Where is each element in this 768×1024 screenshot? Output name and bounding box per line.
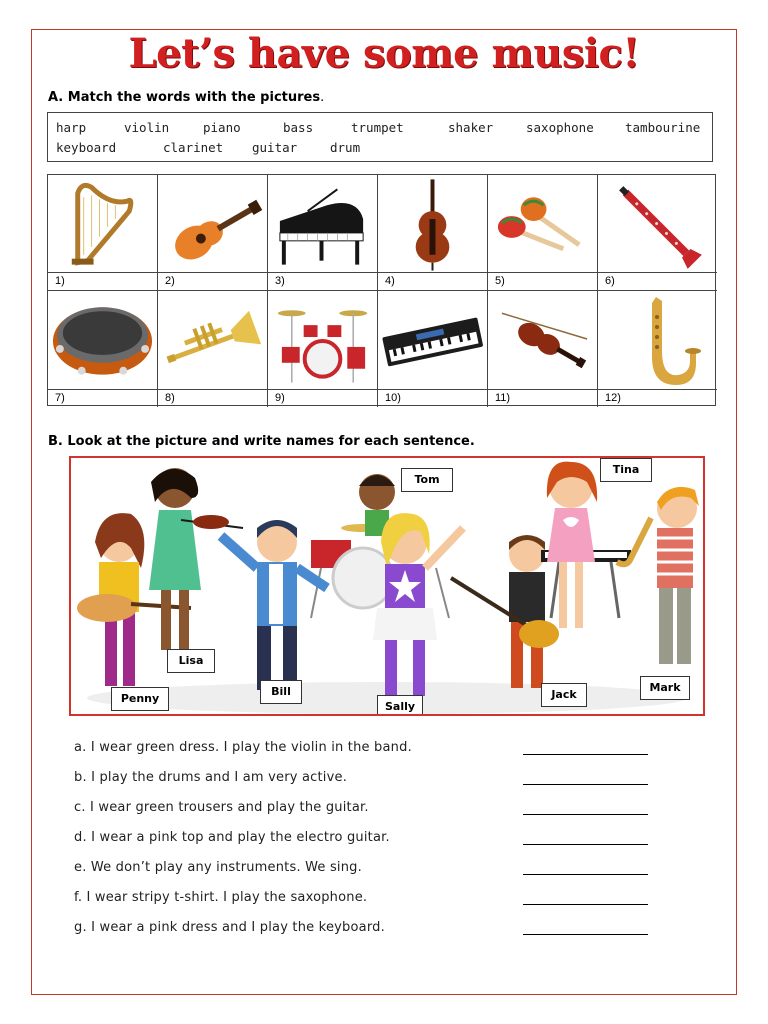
word-saxophone: saxophone: [526, 120, 594, 135]
picture-cell-5: [488, 175, 598, 291]
sentence-d: d. I wear a pink top and play the electro guitar.: [74, 830, 390, 845]
page-title: Let’s have some music!: [128, 30, 640, 77]
picture-cell-4: [378, 175, 488, 291]
band-illustration: [71, 458, 703, 714]
drum-kit-icon: [268, 291, 377, 389]
word-row-2: [56, 140, 704, 158]
picture-number-4: 4): [378, 272, 487, 290]
word-shaker: shaker: [448, 120, 494, 135]
lisa-figure: [149, 468, 243, 650]
maracas-icon: [488, 175, 597, 273]
saxophone-icon: [598, 291, 717, 389]
picture-cell-12: [598, 291, 717, 407]
word-bass: bass: [283, 120, 314, 135]
section-a-heading: [48, 90, 324, 105]
sentence-f: f. I wear stripy t-shirt. I play the saxophone.: [74, 890, 368, 905]
keyboard-icon: [378, 291, 487, 389]
picture-number-8: 8): [158, 389, 267, 407]
picture-number-11: 11): [488, 389, 597, 407]
picture-cell-3: [268, 175, 378, 291]
picture-cell-2: [158, 175, 268, 291]
answer-line-f[interactable]: [523, 904, 648, 905]
sally-figure: [373, 513, 463, 696]
violin-icon: [488, 291, 597, 389]
section-a-heading-text: A. Match the words with the pictures: [48, 90, 321, 105]
picture-number-3: 3): [268, 272, 377, 290]
word-violin: violin: [124, 120, 170, 135]
picture-number-7: 7): [48, 389, 157, 407]
picture-number-12: 12): [598, 389, 717, 407]
picture-number-2: 2): [158, 272, 267, 290]
piano-icon: [268, 175, 377, 273]
word-harp: harp: [56, 120, 87, 135]
name-tag-tom: Tom: [401, 468, 453, 492]
picture-number-9: 9): [268, 389, 377, 407]
mark-figure: [617, 487, 699, 664]
harp-icon: [48, 175, 157, 273]
word-keyboard: keyboard: [56, 140, 117, 155]
sentence-g: g. I wear a pink dress and I play the keyboard.: [74, 920, 385, 935]
picture-cell-11: [488, 291, 598, 407]
word-drum: drum: [330, 140, 361, 155]
name-tag-jack: Jack: [541, 683, 587, 707]
answer-line-b[interactable]: [523, 784, 648, 785]
band-scene: [69, 456, 705, 716]
name-tag-lisa: Lisa: [167, 649, 215, 673]
sentence-a: a. I wear green dress. I play the violin in the band.: [74, 740, 412, 755]
answer-line-e[interactable]: [523, 874, 648, 875]
name-tag-tina: Tina: [600, 458, 652, 482]
picture-number-1: 1): [48, 272, 157, 290]
word-tambourine: tambourine: [625, 120, 701, 135]
section-b-heading: B. Look at the picture and write names for each sentence.: [48, 434, 475, 449]
section-a-heading-period: .: [320, 90, 325, 105]
word-clarinet: clarinet: [163, 140, 224, 155]
name-tag-mark: Mark: [640, 676, 690, 700]
word-piano: piano: [203, 120, 241, 135]
name-tag-penny: Penny: [111, 687, 169, 711]
name-tag-sally: Sally: [377, 695, 423, 716]
picture-cell-7: [48, 291, 158, 407]
word-trumpet: trumpet: [351, 120, 404, 135]
sentence-c: c. I wear green trousers and play the guitar.: [74, 800, 369, 815]
picture-number-6: 6): [598, 272, 717, 290]
picture-number-5: 5): [488, 272, 597, 290]
clarinet-icon: [598, 175, 717, 273]
sentence-b: b. I play the drums and I am very active.: [74, 770, 348, 785]
answer-line-d[interactable]: [523, 844, 648, 845]
word-row-1: [56, 120, 704, 138]
word-bank: [47, 112, 713, 162]
picture-grid: [47, 174, 716, 406]
picture-cell-10: [378, 291, 488, 407]
answer-line-a[interactable]: [523, 754, 648, 755]
word-guitar: guitar: [252, 140, 298, 155]
answer-line-g[interactable]: [523, 934, 648, 935]
name-tag-bill: Bill: [260, 680, 302, 704]
picture-cell-6: [598, 175, 717, 291]
picture-cell-8: [158, 291, 268, 407]
picture-number-10: 10): [378, 389, 487, 407]
tambourine-icon: [48, 291, 157, 389]
sentence-e: e. We don’t play any instruments. We sing.: [74, 860, 362, 875]
trumpet-icon: [158, 291, 267, 389]
picture-cell-1: [48, 175, 158, 291]
answer-line-c[interactable]: [523, 814, 648, 815]
picture-cell-9: [268, 291, 378, 407]
guitar-icon: [158, 175, 267, 273]
cello-icon: [378, 175, 487, 273]
